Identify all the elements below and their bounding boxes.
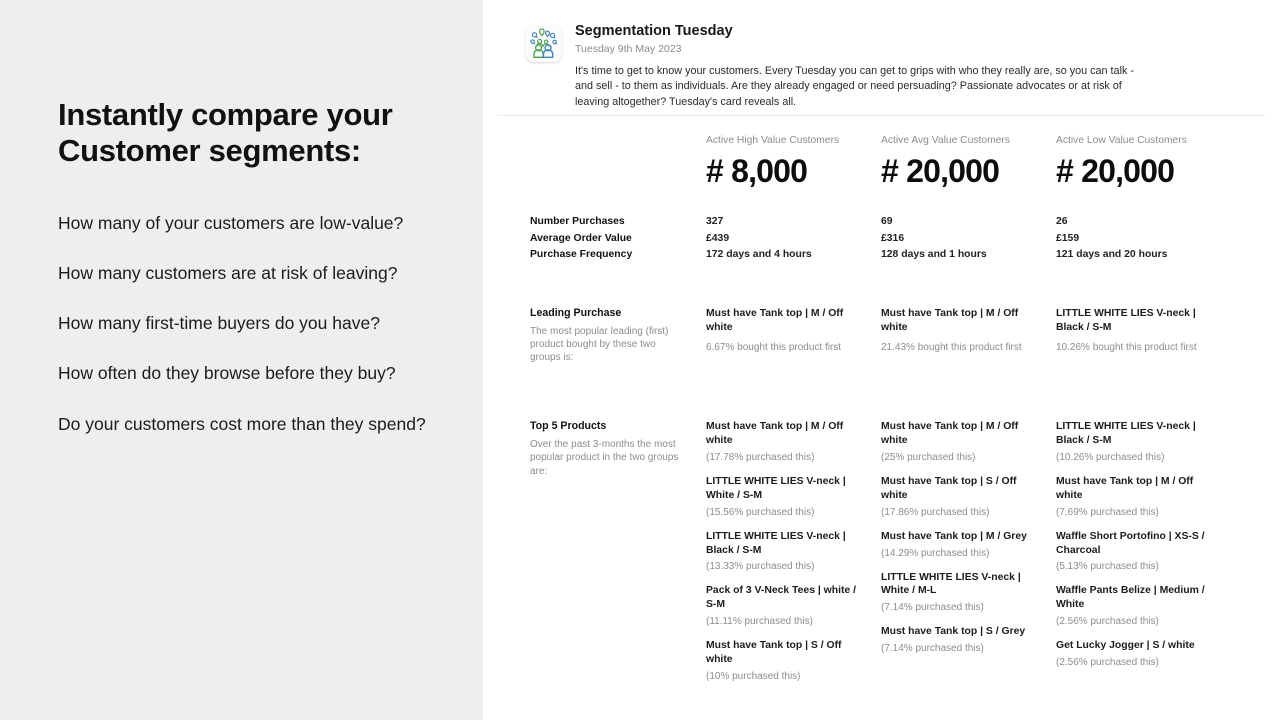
product-percent: (10.26% purchased this) xyxy=(1056,452,1165,464)
product-percent: (7.14% purchased this) xyxy=(881,602,984,614)
list-item: How many first-time buyers do you have? xyxy=(58,313,380,334)
product-percent: (10% purchased this) xyxy=(706,670,801,682)
product-name: Must have Tank top | M / Off white xyxy=(1056,476,1194,501)
product-name: Must have Tank top | M / Off white xyxy=(881,421,1019,447)
product-percent: 6.67% bought this product first xyxy=(706,341,842,353)
metric-label: Purchase Frequency xyxy=(530,249,633,261)
list-item xyxy=(1056,420,1231,464)
leading-purchase-high xyxy=(706,307,881,364)
left-intro-panel xyxy=(0,0,483,720)
card-date: Tuesday 9th May 2023 xyxy=(575,43,682,56)
metrics-table xyxy=(483,216,1280,260)
top5-avg-value-column xyxy=(881,420,1056,693)
list-item xyxy=(881,571,1056,615)
metric-value: 121 days and 20 hours xyxy=(1056,249,1168,261)
product-name: LITTLE WHITE LIES V-neck | Black / S-M xyxy=(1056,421,1196,447)
product-name: Must have Tank top | M / Off white xyxy=(706,308,844,333)
list-item: How often do they browse before they buy? xyxy=(58,363,396,384)
product-name: LITTLE WHITE LIES V-neck | White / S-M xyxy=(706,476,846,501)
segmentation-card-panel xyxy=(483,0,1280,720)
metric-value: £439 xyxy=(706,232,730,244)
kpi-caption: Active Low Value Customers xyxy=(1056,135,1187,146)
product-name: Must have Tank top | M / Off white xyxy=(881,308,1019,333)
list-item xyxy=(706,584,881,628)
list-item: How many of your customers are low-value? xyxy=(58,212,404,233)
leading-purchase-avg xyxy=(881,307,1056,364)
list-item xyxy=(881,420,1056,464)
section-title: Leading Purchase xyxy=(530,307,622,320)
top5-low-value-column xyxy=(1056,420,1231,693)
page-title: Instantly compare your Customer segments: xyxy=(58,97,393,169)
list-item xyxy=(1056,639,1231,669)
product-name: LITTLE WHITE LIES V-neck | White / M-L xyxy=(881,571,1021,597)
kpi-value: # 8,000 xyxy=(706,152,808,189)
section-title: Top 5 Products xyxy=(530,420,607,433)
card-header-text xyxy=(575,22,1138,110)
top5-label xyxy=(530,420,706,693)
kpi-avg-value xyxy=(881,135,1056,188)
list-item: Do your customers cost more than they spend? xyxy=(58,413,426,434)
metric-value: 172 days and 4 hours xyxy=(706,249,812,261)
product-percent: 10.26% bought this product first xyxy=(1056,341,1197,353)
metric-label: Number Purchases xyxy=(530,216,625,228)
product-percent: (17.78% purchased this) xyxy=(706,452,815,464)
product-percent: (7.69% purchased this) xyxy=(1056,506,1159,518)
product-name: Waffle Pants Belize | Medium / White xyxy=(1056,585,1205,611)
kpi-value: # 20,000 xyxy=(1056,152,1175,189)
list-item xyxy=(1056,584,1231,628)
metric-value: 128 days and 1 hours xyxy=(881,249,987,261)
list-item xyxy=(881,475,1056,519)
top5-high-value-column xyxy=(706,420,881,693)
product-name: Must have Tank top | S / Grey xyxy=(881,626,1026,638)
product-percent: (2.56% purchased this) xyxy=(1056,656,1159,668)
product-percent: 21.43% bought this product first xyxy=(881,341,1022,353)
table-row xyxy=(483,233,1280,244)
list-item xyxy=(706,639,881,683)
product-name: Get Lucky Jogger | S / white xyxy=(1056,640,1195,652)
metric-label: Average Order Value xyxy=(530,232,632,244)
product-percent: (15.56% purchased this) xyxy=(706,506,815,518)
card-header xyxy=(483,0,1280,110)
customer-segments-icon xyxy=(525,25,562,62)
list-item xyxy=(1056,530,1231,574)
product-percent: (17.86% purchased this) xyxy=(881,506,990,518)
metric-value: 26 xyxy=(1056,216,1068,228)
product-name: LITTLE WHITE LIES V-neck | Black / S-M xyxy=(706,530,846,556)
metric-value: 69 xyxy=(881,216,893,228)
product-name: Must have Tank top | M / Off white xyxy=(706,421,844,447)
product-percent: (25% purchased this) xyxy=(881,452,976,464)
card-title: Segmentation Tuesday xyxy=(575,23,733,39)
product-name: Must have Tank top | S / Off white xyxy=(706,640,842,665)
section-subtitle: Over the past 3-months the most popular product in the two groups are: xyxy=(530,439,679,477)
leading-purchase-low xyxy=(1056,307,1231,364)
kpi-low-value xyxy=(1056,135,1231,188)
product-name: Must have Tank top | S / Off white xyxy=(881,476,1017,501)
section-subtitle: The most popular leading (first) product bought by these two groups is: xyxy=(530,325,669,364)
product-percent: (13.33% purchased this) xyxy=(706,561,815,573)
list-item xyxy=(881,625,1056,655)
product-percent: (5.13% purchased this) xyxy=(1056,561,1159,573)
segmentation-content xyxy=(483,115,1280,694)
leading-purchase-label xyxy=(530,307,706,364)
kpi-value: # 20,000 xyxy=(881,152,1000,189)
table-row xyxy=(483,216,1280,227)
list-item xyxy=(1056,475,1231,519)
product-name: Pack of 3 V-Neck Tees | white / S-M xyxy=(706,585,856,611)
top5-products-section xyxy=(483,420,1280,693)
table-row xyxy=(483,249,1280,260)
kpi-spacer xyxy=(530,135,706,188)
kpi-caption: Active High Value Customers xyxy=(706,135,840,146)
question-list xyxy=(58,212,443,463)
product-percent: (7.14% purchased this) xyxy=(881,643,984,655)
list-item xyxy=(706,420,881,464)
metric-value: 327 xyxy=(706,216,724,228)
product-name: Must have Tank top | M / Grey xyxy=(881,530,1027,542)
list-item xyxy=(706,530,881,574)
card-description: It's time to get to know your customers. Every Tuesday you can get to grips with who they really are, so you can talk - and sell - to them as individuals. Are they already engaged or need persuading? Passionate advocates or at risk of leaving altogether? Tuesday's card reveals all. xyxy=(575,64,1134,108)
metric-value: £316 xyxy=(881,232,905,244)
product-name: Waffle Short Portofino | XS-S / Charcoal xyxy=(1056,530,1205,556)
product-percent: (11.11% purchased this) xyxy=(706,616,813,628)
leading-purchase-section xyxy=(483,307,1280,364)
kpi-row xyxy=(483,135,1280,188)
product-percent: (14.29% purchased this) xyxy=(881,547,990,559)
list-item xyxy=(706,475,881,519)
product-percent: (2.56% purchased this) xyxy=(1056,616,1159,628)
list-item: How many customers are at risk of leaving? xyxy=(58,262,398,283)
product-name: LITTLE WHITE LIES V-neck | Black / S-M xyxy=(1056,308,1196,333)
kpi-high-value xyxy=(706,135,881,188)
metric-value: £159 xyxy=(1056,232,1080,244)
kpi-caption: Active Avg Value Customers xyxy=(881,135,1010,146)
list-item xyxy=(881,530,1056,560)
